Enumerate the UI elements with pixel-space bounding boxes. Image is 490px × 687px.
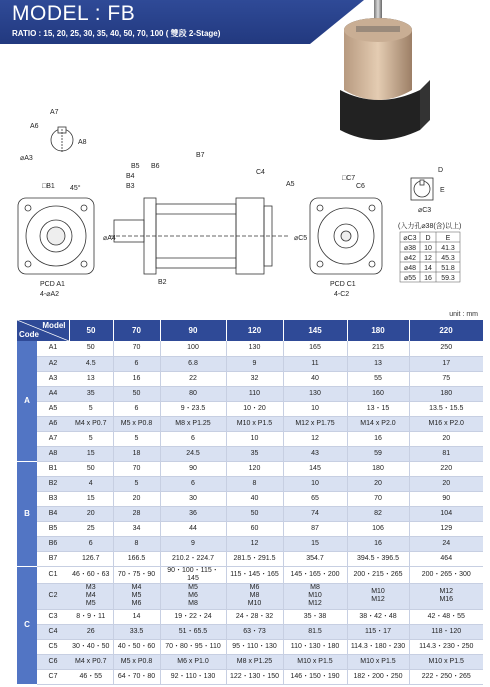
table-cell: 81.5 (283, 624, 347, 639)
label-a6: A6 (30, 123, 39, 130)
table-cell: 8 (226, 476, 283, 491)
table-cell: 354.7 (283, 551, 347, 566)
keyway-detail (411, 178, 433, 200)
table-cell: 70 (113, 341, 160, 356)
table-cell: 60 (226, 521, 283, 536)
row-code: A1 (37, 341, 69, 356)
row-code: C7 (37, 669, 69, 684)
table-cell: 38・42・48 (347, 609, 409, 624)
table-row (17, 551, 483, 566)
table-cell: 92・110・130 (160, 669, 226, 684)
label-45deg: 45° (70, 185, 81, 192)
table-cell: 115・145・165 (226, 566, 283, 583)
table-cell: 5 (69, 401, 113, 416)
table-cell: 15 (283, 536, 347, 551)
column-header: 145 (283, 320, 347, 341)
table-cell: 9 (226, 356, 283, 371)
table-cell: 220 (409, 461, 483, 476)
table-cell: 24.5 (160, 446, 226, 461)
table-row (17, 431, 483, 446)
table-cell: 10・20 (226, 401, 283, 416)
table-cell: 40 (226, 491, 283, 506)
label-a2: 4-⌀A2 (40, 291, 60, 298)
table-cell: 126.7 (69, 551, 113, 566)
table-cell: 10 (283, 401, 347, 416)
table-cell: 110 (226, 386, 283, 401)
row-code: C3 (37, 609, 69, 624)
c3-table-cell: 51.8 (441, 265, 455, 272)
model-title: MODEL : FB (12, 2, 136, 25)
table-cell: 16 (113, 371, 160, 386)
table-cell: M14 x P2.0 (347, 416, 409, 431)
table-cell: 42・48・55 (409, 609, 483, 624)
table-row (17, 341, 483, 356)
table-cell: 210.2・224.7 (160, 551, 226, 566)
row-code: B7 (37, 551, 69, 566)
table-cell: M12 M16 (409, 583, 483, 609)
table-row (17, 536, 483, 551)
table-cell: M10 x P1.5 (226, 416, 283, 431)
table-row (17, 566, 483, 583)
table-row (17, 386, 483, 401)
table-cell: 9・23.5 (160, 401, 226, 416)
label-c6: C6 (356, 183, 365, 190)
table-cell: 22 (160, 371, 226, 386)
table-cell: M6 x P1.0 (160, 654, 226, 669)
table-row (17, 476, 483, 491)
table-cell: 80 (160, 386, 226, 401)
corner-model-label: Model (42, 321, 66, 330)
table-cell: 130 (226, 341, 283, 356)
table-cell: 6 (69, 536, 113, 551)
table-cell: 6.8 (160, 356, 226, 371)
table-cell: M10 x P1.5 (283, 654, 347, 669)
table-cell: 17 (409, 356, 483, 371)
c3-table-cell: 59.3 (441, 275, 455, 282)
label-b5: B5 (131, 163, 140, 170)
table-cell: 50 (69, 341, 113, 356)
c3-table-cell: ⌀55 (403, 275, 417, 282)
table-cell: M5 x P0.8 (113, 416, 160, 431)
label-a4: ⌀A4 (103, 235, 116, 242)
label-c3: ⌀C3 (418, 207, 432, 214)
table-cell: 64・70・80 (113, 669, 160, 684)
table-cell: 110・130・180 (283, 639, 347, 654)
table-cell: 63・73 (226, 624, 283, 639)
label-b1: □B1 (42, 183, 55, 190)
table-row (17, 371, 483, 386)
table-cell: 165 (283, 341, 347, 356)
table-row (17, 356, 483, 371)
label-b4: B4 (126, 173, 135, 180)
table-cell: M8 x P1.25 (160, 416, 226, 431)
table-cell: 122・130・150 (226, 669, 283, 684)
table-cell: 166.5 (113, 551, 160, 566)
table-row (17, 609, 483, 624)
table-cell: 55 (347, 371, 409, 386)
label-c2: 4-C2 (334, 291, 350, 298)
table-row (17, 624, 483, 639)
table-cell: 120 (226, 461, 283, 476)
table-cell: 19・22・24 (160, 609, 226, 624)
table-cell: 145・165・200 (283, 566, 347, 583)
table-cell: M10 x P1.5 (409, 654, 483, 669)
output-flange-view (18, 198, 94, 274)
unit-label: unit : mm (449, 311, 478, 318)
table-cell: M8 x P1.25 (226, 654, 283, 669)
table-cell: 10 (283, 476, 347, 491)
row-code: A7 (37, 431, 69, 446)
table-cell: 81 (409, 446, 483, 461)
table-row (17, 461, 483, 476)
table-cell: M10 M12 (347, 583, 409, 609)
table-cell: M16 x P2.0 (409, 416, 483, 431)
table-cell: 65 (283, 491, 347, 506)
c3-table-cell: 10 (424, 245, 432, 252)
table-cell: 10 (226, 431, 283, 446)
table-cell: 34 (113, 521, 160, 536)
table-cell: M5 M6 M8 (160, 583, 226, 609)
group-label: C (17, 566, 37, 684)
group-label: A (17, 341, 37, 461)
table-cell: 15 (69, 446, 113, 461)
table-cell: 5 (113, 431, 160, 446)
table-cell: 51・65.5 (160, 624, 226, 639)
table-cell: 114.3・230・250 (409, 639, 483, 654)
table-row (17, 446, 483, 461)
c3-table-header: E (445, 235, 451, 242)
table-cell: 20 (409, 476, 483, 491)
table-cell: 215 (347, 341, 409, 356)
table-cell: 104 (409, 506, 483, 521)
table-row (17, 583, 483, 609)
table-cell: 16 (347, 536, 409, 551)
label-c5: ⌀C5 (294, 235, 308, 242)
technical-drawings (0, 100, 490, 310)
table-cell: 87 (283, 521, 347, 536)
table-cell: 145 (283, 461, 347, 476)
table-cell: 25 (69, 521, 113, 536)
table-cell: 12 (283, 431, 347, 446)
table-cell: 114.3・180・230 (347, 639, 409, 654)
table-cell: 8・9・11 (69, 609, 113, 624)
table-cell: 18 (113, 446, 160, 461)
table-cell: 44 (160, 521, 226, 536)
label-a7: A7 (50, 109, 59, 116)
table-cell: 46・60・63 (69, 566, 113, 583)
table-cell: 4.5 (69, 356, 113, 371)
row-code: A4 (37, 386, 69, 401)
table-cell: 146・150・190 (283, 669, 347, 684)
c3-table-header: D (425, 235, 431, 242)
shaft-key-detail (51, 127, 73, 152)
table-row (17, 521, 483, 536)
table-cell: 129 (409, 521, 483, 536)
corner-code-label: Code (19, 330, 39, 339)
table-cell: 14 (113, 609, 160, 624)
table-row (17, 639, 483, 654)
row-code: A8 (37, 446, 69, 461)
table-cell: 70 (347, 491, 409, 506)
table-cell: 464 (409, 551, 483, 566)
table-cell: 222・250・265 (409, 669, 483, 684)
label-c4: C4 (256, 169, 265, 176)
table-cell: 13 (347, 356, 409, 371)
table-cell: 281.5・291.5 (226, 551, 283, 566)
table-cell: 33.5 (113, 624, 160, 639)
table-cell: 118・120 (409, 624, 483, 639)
table-cell: 13 (69, 371, 113, 386)
table-cell: 4 (69, 476, 113, 491)
table-cell: 70・75・90 (113, 566, 160, 583)
column-header: 70 (113, 320, 160, 341)
row-code: C1 (37, 566, 69, 583)
table-cell: M6 M8 M10 (226, 583, 283, 609)
table-cell: 20 (347, 476, 409, 491)
table-row (17, 669, 483, 684)
table-cell: 13.5・15.5 (409, 401, 483, 416)
table-cell: M5 x P0.8 (113, 654, 160, 669)
table-cell: M4 M5 M6 (113, 583, 160, 609)
row-code: B2 (37, 476, 69, 491)
row-code: B1 (37, 461, 69, 476)
table-cell: 90 (409, 491, 483, 506)
table-cell: 24 (409, 536, 483, 551)
table-cell: 8 (113, 536, 160, 551)
table-cell: 130 (283, 386, 347, 401)
table-cell: 35・38 (283, 609, 347, 624)
table-cell: 106 (347, 521, 409, 536)
c3-table-cell: ⌀48 (403, 265, 417, 272)
c3-table-cell: 14 (424, 265, 432, 272)
row-code: B5 (37, 521, 69, 536)
row-code: C2 (37, 583, 69, 609)
row-code: A5 (37, 401, 69, 416)
table-cell: 20 (69, 506, 113, 521)
table-cell: 35 (226, 446, 283, 461)
table-cell: 59 (347, 446, 409, 461)
column-header: 120 (226, 320, 283, 341)
table-cell: 100 (160, 341, 226, 356)
table-row (17, 401, 483, 416)
c3-table-cell: 16 (424, 275, 432, 282)
table-cell: M3 M4 M5 (69, 583, 113, 609)
table-cell: 50 (226, 506, 283, 521)
table-cell: 40 (283, 371, 347, 386)
label-a5: A5 (286, 181, 295, 188)
table-cell: 9 (160, 536, 226, 551)
c3-table-cell: ⌀42 (403, 255, 417, 262)
row-code: A2 (37, 356, 69, 371)
label-b6: B6 (151, 163, 160, 170)
dimensions-table (17, 320, 483, 685)
table-cell: 250 (409, 341, 483, 356)
table-cell: 11 (283, 356, 347, 371)
table-cell: 182・200・250 (347, 669, 409, 684)
table-cell: 95・110・130 (226, 639, 283, 654)
table-row (17, 506, 483, 521)
table-cell: M8 M10 M12 (283, 583, 347, 609)
table-cell: 90 (160, 461, 226, 476)
table-row (17, 654, 483, 669)
table-cell: 50 (69, 461, 113, 476)
table-cell: 6 (160, 476, 226, 491)
table-cell: 180 (347, 461, 409, 476)
table-cell: 20 (409, 431, 483, 446)
label-pcd-c1: PCD C1 (330, 281, 356, 288)
table-cell: 30・40・50 (69, 639, 113, 654)
table-cell: 6 (113, 356, 160, 371)
table-cell: 13・15 (347, 401, 409, 416)
table-cell: 16 (347, 431, 409, 446)
keyway-note: (入力孔⌀38(含)以上) (398, 223, 462, 230)
column-header: 180 (347, 320, 409, 341)
label-pcd-a1: PCD A1 (40, 281, 65, 288)
label-e: E (440, 187, 445, 194)
table-corner (17, 320, 69, 341)
table-cell: 26 (69, 624, 113, 639)
column-header: 90 (160, 320, 226, 341)
table-cell: 46・55 (69, 669, 113, 684)
table-cell: 180 (409, 386, 483, 401)
c3-table-cell: 12 (424, 255, 432, 262)
row-code: C4 (37, 624, 69, 639)
label-b7: B7 (196, 152, 205, 159)
table-cell: 20 (113, 491, 160, 506)
table-cell: 200・265・300 (409, 566, 483, 583)
table-cell: 70・80・95・110 (160, 639, 226, 654)
table-row (17, 491, 483, 506)
table-cell: 200・215・265 (347, 566, 409, 583)
row-code: B3 (37, 491, 69, 506)
table-cell: M12 x P1.75 (283, 416, 347, 431)
c3-table-cell: 41.3 (441, 245, 455, 252)
table-cell: M10 x P1.5 (347, 654, 409, 669)
table-cell: 74 (283, 506, 347, 521)
group-label: B (17, 461, 37, 566)
table-cell: 50 (113, 386, 160, 401)
label-a8: A8 (78, 139, 87, 146)
row-code: C5 (37, 639, 69, 654)
table-cell: 82 (347, 506, 409, 521)
table-cell: 30 (160, 491, 226, 506)
ratio-text: RATIO : 15, 20, 25, 30, 35, 40, 50, 70, 100 ( 雙段 2-Stage) (12, 29, 221, 38)
c3-table-cell: ⌀38 (403, 245, 417, 252)
input-flange-view (310, 198, 382, 274)
label-b3: B3 (126, 183, 135, 190)
label-a3: ⌀A3 (20, 155, 33, 162)
table-cell: 36 (160, 506, 226, 521)
table-cell: 394.5・396.5 (347, 551, 409, 566)
row-code: B6 (37, 536, 69, 551)
label-c7: □C7 (342, 175, 356, 182)
table-cell: 6 (113, 401, 160, 416)
table-cell: 115・17 (347, 624, 409, 639)
table-cell: 5 (113, 476, 160, 491)
table-cell: 12 (226, 536, 283, 551)
row-code: A3 (37, 371, 69, 386)
label-d: D (438, 167, 444, 174)
table-cell: 28 (113, 506, 160, 521)
table-cell: 160 (347, 386, 409, 401)
row-code: C6 (37, 654, 69, 669)
table-cell: 15 (69, 491, 113, 506)
table-cell: 24・28・32 (226, 609, 283, 624)
table-cell: M4 x P0.7 (69, 654, 113, 669)
table-cell: 35 (69, 386, 113, 401)
table-cell: 6 (160, 431, 226, 446)
column-header: 220 (409, 320, 483, 341)
table-cell: 40・50・60 (113, 639, 160, 654)
table-cell: 75 (409, 371, 483, 386)
table-cell: 70 (113, 461, 160, 476)
side-view (110, 198, 290, 274)
table-cell: 32 (226, 371, 283, 386)
table-cell: M4 x P0.7 (69, 416, 113, 431)
c3-table-header: ⌀C3 (403, 235, 417, 242)
table-cell: 90・100・115・145 (160, 566, 226, 583)
row-code: A6 (37, 416, 69, 431)
column-header: 50 (69, 320, 113, 341)
table-cell: 43 (283, 446, 347, 461)
row-code: B4 (37, 506, 69, 521)
table-cell: 5 (69, 431, 113, 446)
label-b2: B2 (158, 279, 167, 286)
table-row (17, 416, 483, 431)
c3-table-cell: 45.3 (441, 255, 455, 262)
